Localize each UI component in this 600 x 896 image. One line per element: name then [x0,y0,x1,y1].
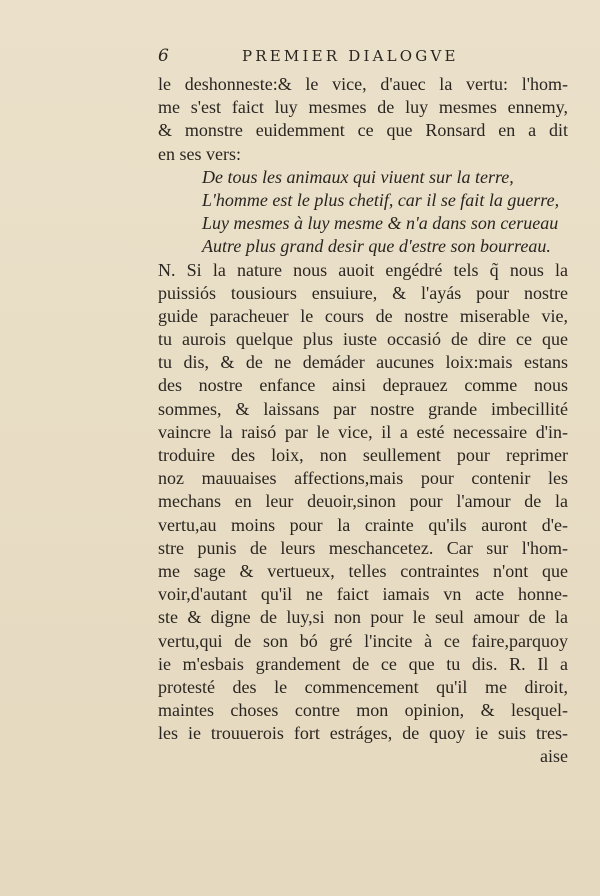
text-line: & monstre euidemment ce que Ronsard en a dit [158,120,568,141]
text-line: vaincre la raisó par le vice, il a esté necessaire d'in- [158,421,568,442]
text-line: maintes choses contre mon opinion, & lesquel- [158,700,568,721]
verse-line: Autre plus grand desir que d'estre son bourreau. [202,236,551,257]
text-line: sommes, & laissans par nostre grande imbecillité [158,398,568,419]
page-number: 6 [158,46,169,66]
text-line: ste & digne de luy,si non pour le seul amour de la [158,607,568,628]
text-line: mechans en leur deuoir,sinon pour l'amour de la [158,491,568,512]
text-line: noz mauuaises affections,mais pour contenir les [158,468,568,489]
catchword: aise [540,746,568,767]
verse-line: Luy mesmes à luy mesme & n'a dans son cerueau [202,213,559,234]
speech-line [158,259,568,282]
verse-line: De tous les animaux qui viuent sur la terre, [202,166,514,187]
text-line: les ie trouuerois fort estráges, de quoy ie suis tres- [158,723,568,744]
running-title: PREMIER DIALOGVE [242,47,459,65]
text-line: vertu,au moins pour la crainte qu'ils auront d'e- [158,514,568,535]
speech-text: Si la nature nous auoit engédré tels q̃ nous la [186,259,568,280]
text-block [158,73,568,769]
text-line: me s'est faict luy mesmes de luy mesmes ennemy, [158,97,568,118]
text-line: protesté des le commencement qu'il me diroit, [158,676,568,697]
text-line: guide paracheuer le cours de nostre miserable vie, [158,305,568,326]
speech-text: ie m'esbais grandement de ce que tu dis. [158,653,498,674]
text-line: vertu,qui de son bó gré l'incite à ce faire,parquoy [158,630,568,651]
speech-text: Il a [537,653,568,674]
text-line: tu dis, & de ne demáder aucunes loix:mais estans [158,352,568,373]
text-line: me sage & vertueux, telles contraintes n'ont que [158,560,568,581]
speech-line [158,653,568,676]
verse-intro-line: en ses vers: [158,143,241,164]
text-line: puissiós tousiours ensuiure, & l'ayás pour nostre [158,282,568,303]
text-line: troduire des loix, non seullement pour reprimer [158,445,568,465]
text-line: voir,d'autant qu'il ne faict iamais vn acte honne- [158,584,568,605]
verse-line: L'homme est le plus chetif, car il se fait la guerre, [202,189,560,210]
text-line: le deshonneste:& le vice, d'auec la vertu: l'hom- [158,74,568,94]
page-header [158,44,568,68]
text-line: stre punis de leurs meschancetez. Car sur l'hom- [158,537,568,558]
text-line: des nostre enfance ainsi deprauez comme nous [158,375,568,396]
speaker-r: R. [509,653,526,674]
speaker-n: N. [158,259,176,280]
text-line: tu aurois quelque plus iuste occasió de dire ce que [158,329,568,350]
